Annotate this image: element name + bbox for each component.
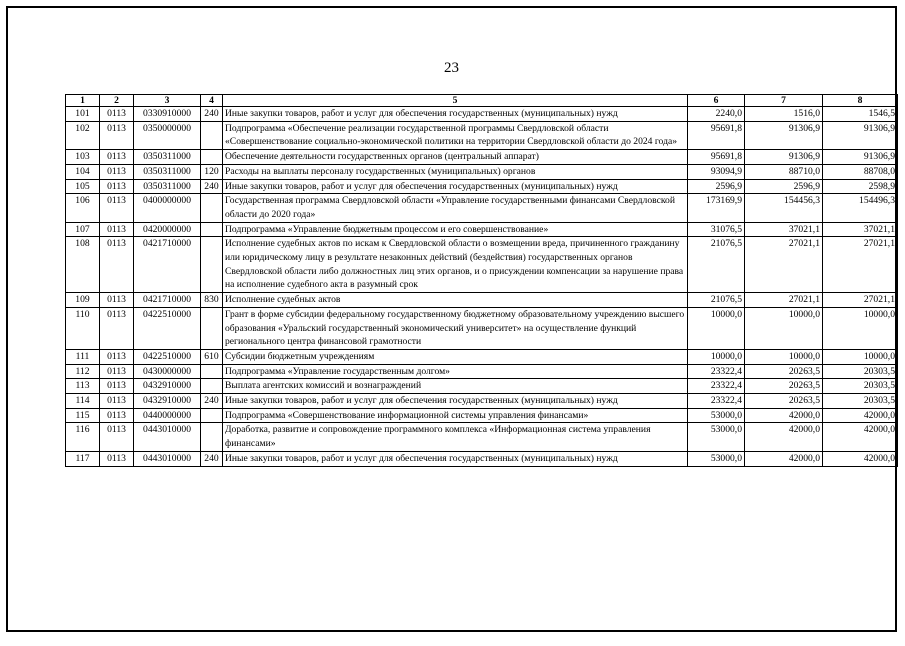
amount-col-8: 91306,9 xyxy=(823,150,898,165)
column-header-6: 6 xyxy=(688,95,745,107)
amount-col-8: 20303,5 xyxy=(823,394,898,409)
column-header-2: 2 xyxy=(100,95,134,107)
target-article-code: 0350311000 xyxy=(134,179,201,194)
table-row xyxy=(66,349,898,364)
amount-col-6: 23322,4 xyxy=(688,379,745,394)
item-name: Подпрограмма «Обеспечение реализации государственной программы Свердловской области «Совершенствование социально-экономической политики на территории Свердловской области до 2024 года» xyxy=(223,121,688,149)
expense-type-code xyxy=(201,423,223,451)
target-article-code: 0443010000 xyxy=(134,451,201,466)
column-header-1: 1 xyxy=(66,95,100,107)
section-code: 0113 xyxy=(100,179,134,194)
amount-col-6: 95691,8 xyxy=(688,121,745,149)
table-row xyxy=(66,222,898,237)
section-code: 0113 xyxy=(100,107,134,122)
document-page xyxy=(6,6,897,632)
target-article-code: 0421710000 xyxy=(134,237,201,293)
expense-type-code xyxy=(201,150,223,165)
column-header-7: 7 xyxy=(745,95,823,107)
table-row xyxy=(66,408,898,423)
section-code: 0113 xyxy=(100,349,134,364)
amount-col-8: 42000,0 xyxy=(823,423,898,451)
section-code: 0113 xyxy=(100,237,134,293)
amount-col-7: 1516,0 xyxy=(745,107,823,122)
amount-col-7: 42000,0 xyxy=(745,423,823,451)
amount-col-7: 27021,1 xyxy=(745,237,823,293)
amount-col-6: 10000,0 xyxy=(688,349,745,364)
page-number: 23 xyxy=(444,60,459,76)
target-article-code: 0350000000 xyxy=(134,121,201,149)
item-name: Государственная программа Свердловской области «Управление государственными финансами Свердловской области до 2020 года» xyxy=(223,194,688,222)
amount-col-7: 88710,0 xyxy=(745,164,823,179)
amount-col-7: 20263,5 xyxy=(745,379,823,394)
column-header-4: 4 xyxy=(201,95,223,107)
expense-type-code: 610 xyxy=(201,349,223,364)
row-number: 106 xyxy=(66,194,100,222)
section-code: 0113 xyxy=(100,394,134,409)
amount-col-6: 53000,0 xyxy=(688,408,745,423)
target-article-code: 0432910000 xyxy=(134,379,201,394)
table-row xyxy=(66,364,898,379)
section-code: 0113 xyxy=(100,164,134,179)
expense-type-code: 240 xyxy=(201,179,223,194)
target-article-code: 0400000000 xyxy=(134,194,201,222)
table-row xyxy=(66,379,898,394)
table-row xyxy=(66,179,898,194)
row-number: 107 xyxy=(66,222,100,237)
row-number: 111 xyxy=(66,349,100,364)
amount-col-7: 27021,1 xyxy=(745,293,823,308)
target-article-code: 0440000000 xyxy=(134,408,201,423)
amount-col-8: 10000,0 xyxy=(823,307,898,349)
amount-col-6: 53000,0 xyxy=(688,423,745,451)
row-number: 101 xyxy=(66,107,100,122)
section-code: 0113 xyxy=(100,194,134,222)
expense-type-code xyxy=(201,121,223,149)
target-article-code: 0421710000 xyxy=(134,293,201,308)
amount-col-7: 20263,5 xyxy=(745,394,823,409)
amount-col-6: 173169,9 xyxy=(688,194,745,222)
amount-col-7: 20263,5 xyxy=(745,364,823,379)
table-row xyxy=(66,164,898,179)
column-header-8: 8 xyxy=(823,95,898,107)
amount-col-8: 2598,9 xyxy=(823,179,898,194)
section-code: 0113 xyxy=(100,379,134,394)
table-row xyxy=(66,423,898,451)
amount-col-8: 42000,0 xyxy=(823,451,898,466)
amount-col-6: 95691,8 xyxy=(688,150,745,165)
amount-col-7: 91306,9 xyxy=(745,121,823,149)
amount-col-8: 27021,1 xyxy=(823,293,898,308)
table-row xyxy=(66,150,898,165)
section-code: 0113 xyxy=(100,222,134,237)
expense-type-code xyxy=(201,408,223,423)
item-name: Доработка, развитие и сопровождение программного комплекса «Информационная система управления финансами» xyxy=(223,423,688,451)
expense-type-code xyxy=(201,237,223,293)
target-article-code: 0443010000 xyxy=(134,423,201,451)
expense-type-code: 240 xyxy=(201,107,223,122)
expense-type-code xyxy=(201,222,223,237)
target-article-code: 0420000000 xyxy=(134,222,201,237)
expense-type-code xyxy=(201,307,223,349)
item-name: Обеспечение деятельности государственных органов (центральный аппарат) xyxy=(223,150,688,165)
section-code: 0113 xyxy=(100,150,134,165)
header-row xyxy=(66,95,898,107)
amount-col-7: 10000,0 xyxy=(745,307,823,349)
item-name: Иные закупки товаров, работ и услуг для обеспечения государственных (муниципальных) нужд xyxy=(223,394,688,409)
amount-col-8: 10000,0 xyxy=(823,349,898,364)
expense-type-code xyxy=(201,194,223,222)
amount-col-6: 10000,0 xyxy=(688,307,745,349)
row-number: 109 xyxy=(66,293,100,308)
table-row xyxy=(66,121,898,149)
item-name: Исполнение судебных актов по искам к Свердловской области о возмещении вреда, причиненного гражданину или юридическому лицу в результате незаконных действий (бездействия) государственных органов Свердловской области либо должностных лиц этих органов, и о присуждении компенсации за нарушение права на исполнение судебного акта в разумный срок xyxy=(223,237,688,293)
amount-col-7: 2596,9 xyxy=(745,179,823,194)
amount-col-7: 91306,9 xyxy=(745,150,823,165)
row-number: 114 xyxy=(66,394,100,409)
expense-type-code: 120 xyxy=(201,164,223,179)
table-row xyxy=(66,451,898,466)
table-row xyxy=(66,107,898,122)
item-name: Исполнение судебных актов xyxy=(223,293,688,308)
amount-col-8: 1546,5 xyxy=(823,107,898,122)
amount-col-6: 21076,5 xyxy=(688,293,745,308)
table-body xyxy=(66,107,898,467)
amount-col-6: 23322,4 xyxy=(688,364,745,379)
expense-type-code: 830 xyxy=(201,293,223,308)
column-header-5: 5 xyxy=(223,95,688,107)
amount-col-7: 10000,0 xyxy=(745,349,823,364)
amount-col-8: 88708,0 xyxy=(823,164,898,179)
table-row xyxy=(66,237,898,293)
amount-col-6: 2240,0 xyxy=(688,107,745,122)
amount-col-7: 42000,0 xyxy=(745,408,823,423)
target-article-code: 0422510000 xyxy=(134,307,201,349)
amount-col-6: 31076,5 xyxy=(688,222,745,237)
amount-col-6: 23322,4 xyxy=(688,394,745,409)
amount-col-6: 21076,5 xyxy=(688,237,745,293)
amount-col-6: 53000,0 xyxy=(688,451,745,466)
amount-col-7: 42000,0 xyxy=(745,451,823,466)
target-article-code: 0350311000 xyxy=(134,150,201,165)
item-name: Иные закупки товаров, работ и услуг для обеспечения государственных (муниципальных) нужд xyxy=(223,451,688,466)
item-name: Подпрограмма «Управление бюджетным процессом и его совершенствование» xyxy=(223,222,688,237)
budget-table xyxy=(65,94,898,467)
amount-col-8: 154496,3 xyxy=(823,194,898,222)
target-article-code: 0430000000 xyxy=(134,364,201,379)
amount-col-7: 154456,3 xyxy=(745,194,823,222)
target-article-code: 0350311000 xyxy=(134,164,201,179)
expense-type-code xyxy=(201,364,223,379)
amount-col-8: 37021,1 xyxy=(823,222,898,237)
row-number: 105 xyxy=(66,179,100,194)
amount-col-8: 20303,5 xyxy=(823,379,898,394)
row-number: 110 xyxy=(66,307,100,349)
expense-type-code xyxy=(201,379,223,394)
row-number: 116 xyxy=(66,423,100,451)
row-number: 104 xyxy=(66,164,100,179)
row-number: 108 xyxy=(66,237,100,293)
target-article-code: 0432910000 xyxy=(134,394,201,409)
amount-col-7: 37021,1 xyxy=(745,222,823,237)
amount-col-8: 27021,1 xyxy=(823,237,898,293)
row-number: 113 xyxy=(66,379,100,394)
row-number: 102 xyxy=(66,121,100,149)
amount-col-8: 42000,0 xyxy=(823,408,898,423)
item-name: Субсидии бюджетным учреждениям xyxy=(223,349,688,364)
item-name: Подпрограмма «Управление государственным долгом» xyxy=(223,364,688,379)
expense-type-code: 240 xyxy=(201,394,223,409)
amount-col-6: 2596,9 xyxy=(688,179,745,194)
target-article-code: 0422510000 xyxy=(134,349,201,364)
section-code: 0113 xyxy=(100,364,134,379)
expense-type-code: 240 xyxy=(201,451,223,466)
item-name: Грант в форме субсидии федеральному государственному бюджетному образовательному учреждению высшего образования «Уральский государственный экономический университет» на осуществление функций регионального центра финансовой грамотности xyxy=(223,307,688,349)
item-name: Иные закупки товаров, работ и услуг для обеспечения государственных (муниципальных) нужд xyxy=(223,179,688,194)
section-code: 0113 xyxy=(100,307,134,349)
item-name: Подпрограмма «Совершенствование информационной системы управления финансами» xyxy=(223,408,688,423)
section-code: 0113 xyxy=(100,423,134,451)
item-name: Выплата агентских комиссий и вознаграждений xyxy=(223,379,688,394)
column-header-3: 3 xyxy=(134,95,201,107)
amount-col-8: 91306,9 xyxy=(823,121,898,149)
amount-col-8: 20303,5 xyxy=(823,364,898,379)
table-row xyxy=(66,293,898,308)
item-name: Расходы на выплаты персоналу государственных (муниципальных) органов xyxy=(223,164,688,179)
row-number: 112 xyxy=(66,364,100,379)
row-number: 117 xyxy=(66,451,100,466)
row-number: 103 xyxy=(66,150,100,165)
table-row xyxy=(66,307,898,349)
row-number: 115 xyxy=(66,408,100,423)
amount-col-6: 93094,9 xyxy=(688,164,745,179)
table-row xyxy=(66,194,898,222)
table-row xyxy=(66,394,898,409)
section-code: 0113 xyxy=(100,408,134,423)
target-article-code: 0330910000 xyxy=(134,107,201,122)
item-name: Иные закупки товаров, работ и услуг для обеспечения государственных (муниципальных) нужд xyxy=(223,107,688,122)
section-code: 0113 xyxy=(100,293,134,308)
section-code: 0113 xyxy=(100,451,134,466)
section-code: 0113 xyxy=(100,121,134,149)
